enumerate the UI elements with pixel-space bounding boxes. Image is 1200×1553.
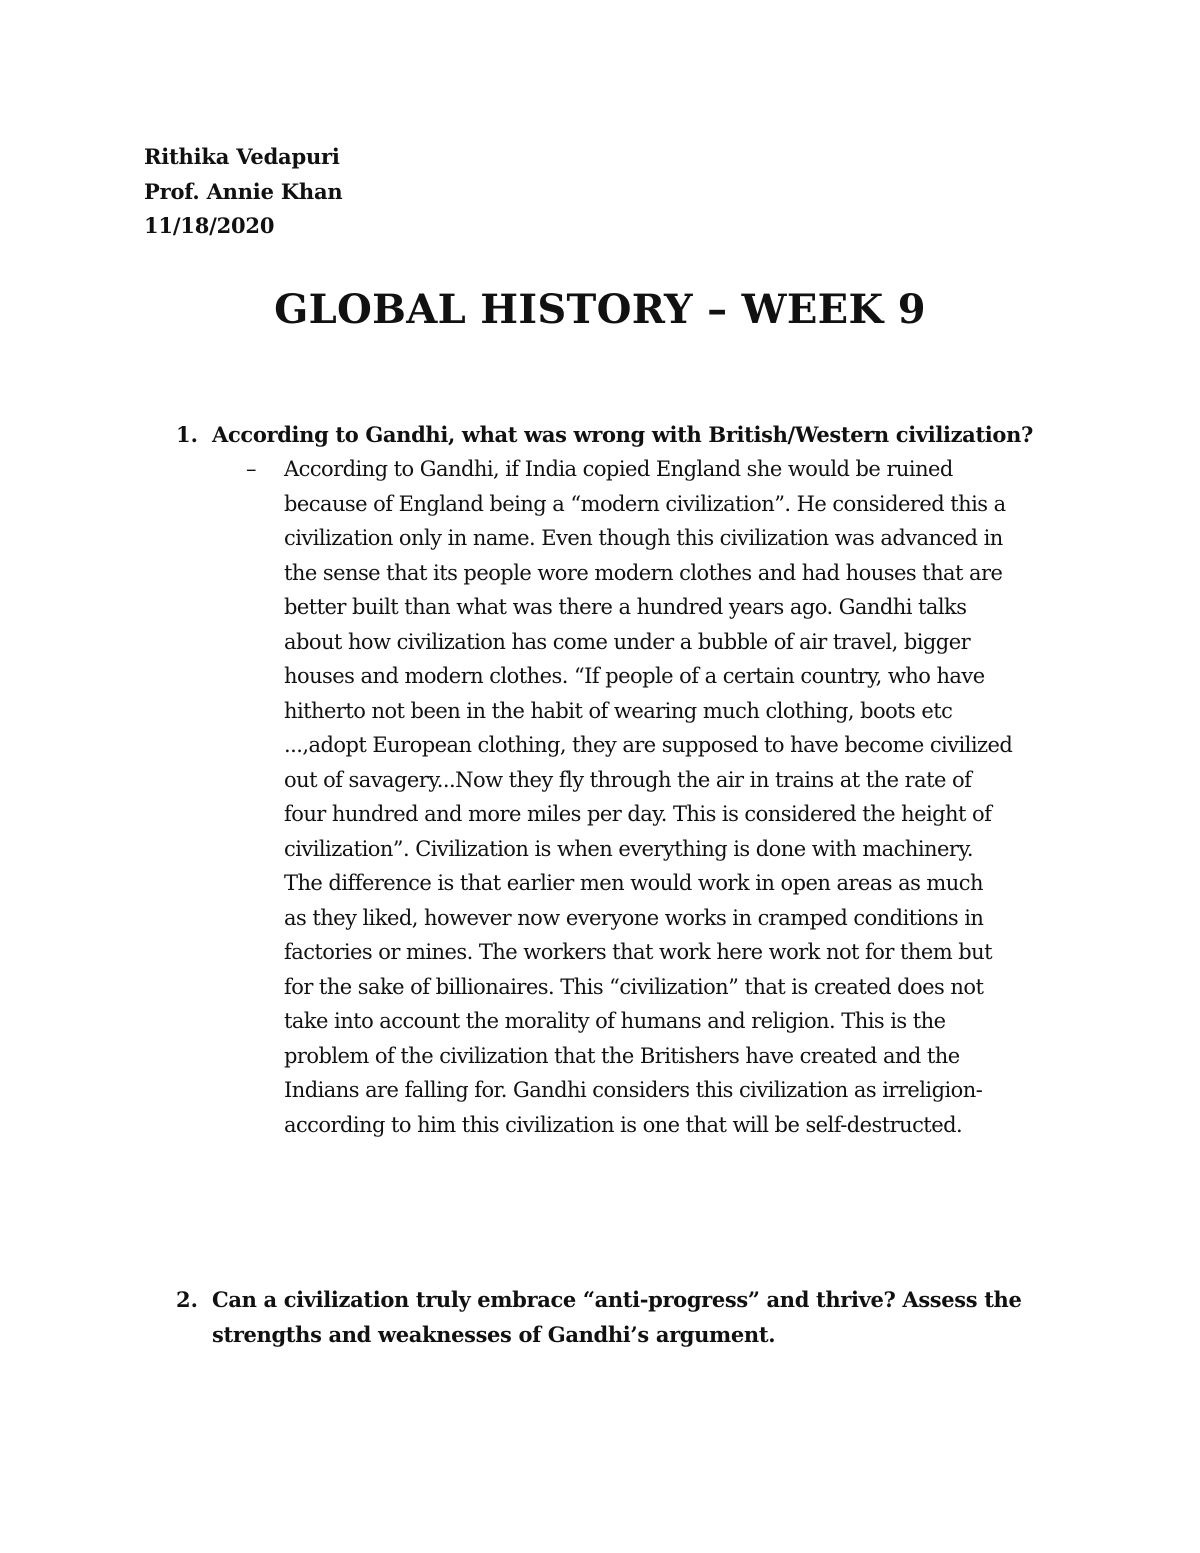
question-2-line: strengths and weaknesses of Gandhi’s argument. — [212, 1321, 776, 1347]
answer-line: civilization only in name. Even though this civilization was advanced in — [284, 526, 1003, 550]
question-2-text — [212, 1283, 1062, 1352]
header-block — [144, 140, 342, 244]
answer-line: hitherto not been in the habit of wearing much clothing, boots etc — [284, 698, 953, 723]
answer-line: problem of the civilization that the Britishers have created and the — [284, 1043, 960, 1068]
answer-line: better built than what was there a hundred years ago. Gandhi talks — [284, 595, 967, 619]
question-1-text: According to Gandhi, what was wrong with British/Western civilization? — [212, 422, 1033, 447]
answer-line: take into account the morality of humans and religion. This is the — [284, 1009, 946, 1033]
question-2-number: 2. — [176, 1287, 198, 1312]
answer-1-bullet: – — [246, 457, 257, 481]
answer-line: about how civilization has come under a bubble of air travel, bigger — [284, 629, 971, 654]
answer-line: because of England being a “modern civilization”. He considered this a — [284, 491, 1006, 516]
professor-name: Prof. Annie Khan — [144, 178, 343, 204]
answer-line: civilization”. Civilization is when everything is done with machinery. — [284, 836, 973, 861]
question-2-line: Can a civilization truly embrace “anti-progress” and thrive? Assess the — [212, 1287, 1022, 1312]
answer-1-text — [284, 452, 1074, 1142]
answer-line: four hundred and more miles per day. This is considered the height of — [284, 802, 992, 826]
answer-line: the sense that its people wore modern clothes and had houses that are — [284, 560, 1003, 585]
answer-line: for the sake of billionaires. This “civilization” that is created does not — [284, 974, 984, 999]
answer-line: The difference is that earlier men would work in open areas as much — [284, 871, 983, 895]
answer-line: Indians are falling for. Gandhi considers this civilization as irreligion- — [284, 1078, 983, 1102]
answer-line: houses and modern clothes. “If people of a certain country, who have — [284, 664, 985, 688]
student-name: Rithika Vedapuri — [144, 144, 340, 169]
answer-line: ...,adopt European clothing, they are supposed to have become civilized — [284, 733, 1013, 757]
date: 11/18/2020 — [144, 213, 275, 238]
question-1-number: 1. — [176, 422, 198, 447]
answer-line: out of savagery...Now they fly through the air in trains at the rate of — [284, 767, 972, 792]
answer-line: according to him this civilization is one that will be self-destructed. — [284, 1112, 963, 1137]
answer-line: According to Gandhi, if India copied England she would be ruined — [284, 457, 953, 481]
document-title: GLOBAL HISTORY – WEEK 9 — [274, 286, 926, 333]
answer-line: as they liked, however now everyone works in cramped conditions in — [284, 905, 984, 930]
answer-line: factories or mines. The workers that work here work not for them but — [284, 940, 992, 964]
